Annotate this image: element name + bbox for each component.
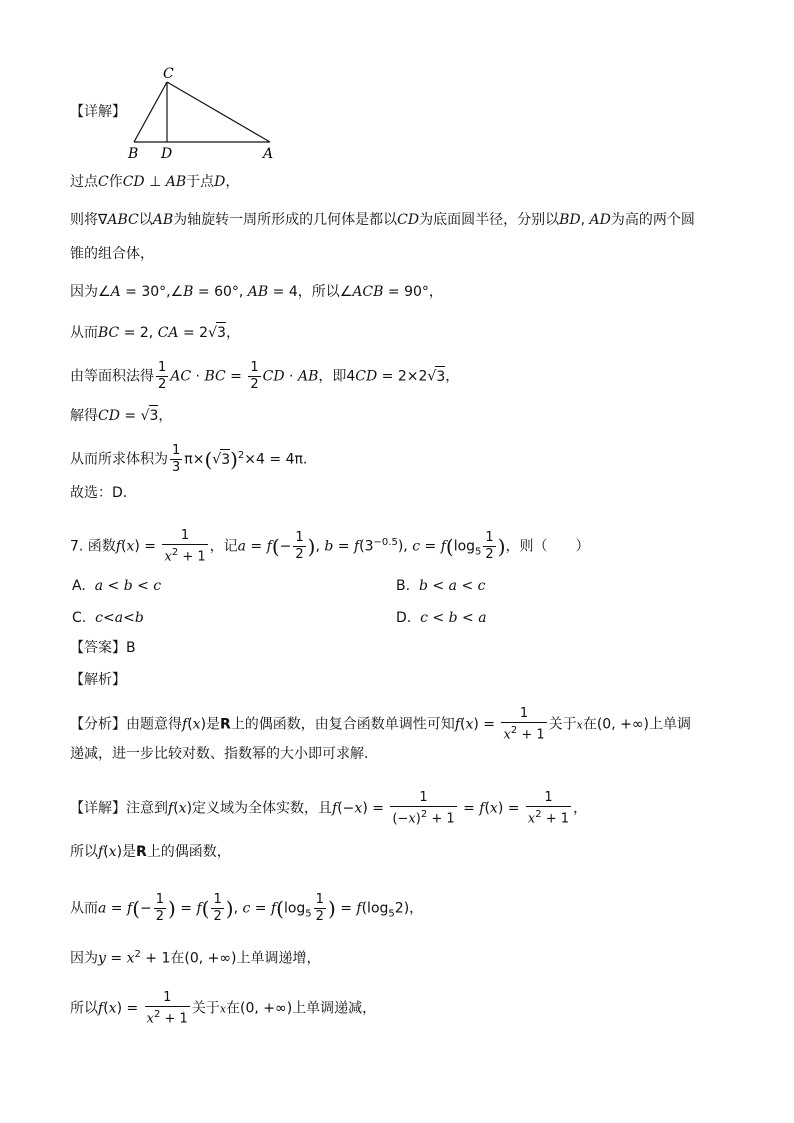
analysis-line-3: 【详解】注意到f(x)定义域为全体实数，且f(−x) = $\frac{1}{(-x)^2 + 1}$ = f(x) = $\frac{1}{x^2 + 1}$ ，	[70, 790, 588, 827]
vertex-label-a: A	[263, 146, 274, 162]
solution-line-8: 从而所求体积为 $\frac{1}{3}$ $\pi\times(√3)^2\times 4 = 4\pi$.	[70, 443, 308, 475]
option-c: C. c<a<b	[72, 610, 144, 626]
analysis-line-4: 所以f(x)是R上的偶函数，	[70, 844, 231, 860]
analysis-line-7: 所以f(x) = $\frac{1}{x^2 + 1}$ 关于x在(0, +∞)上单调递减，	[70, 990, 377, 1027]
detail-tag: 【详解】	[70, 104, 126, 120]
solution-line-1: 过点C作CD ⊥ AB于点D，	[70, 174, 240, 190]
option-d: D. c < b < a	[396, 610, 487, 626]
question-7: 7. 函数f(x) = $\frac{1}{x^2 + 1}$ ，记a = f(− $\frac{1}{2}$ ), $b = f(3^{-0.5})$, $c = f(\log_5$ $\frac{1}{2}$ )，则（ ）	[70, 528, 590, 565]
solution-line-5: 从而BC = 2, CA = 2√3，	[70, 322, 240, 343]
option-b: B. b < a < c	[396, 578, 486, 594]
analysis-line-2: 递减，进一步比较对数、指数幂的大小即可求解.	[70, 746, 369, 762]
solution-line-9: 故选：D.	[70, 485, 128, 501]
vertex-label-d: D	[161, 146, 173, 162]
solution-line-2: 则将∇ABC以AB为轴旋转一周所形成的几何体是都以CD为底面圆半径，分别以BD, AD为高的两个圆	[70, 212, 695, 228]
analysis-tag: 【解析】	[70, 672, 126, 688]
vertex-label-b: B	[128, 146, 139, 162]
analysis-line-1: 【分析】由题意得f(x)是R上的偶函数，由复合函数单调性可知f(x) = $\frac{1}{x^2 + 1}$ 关于x在(0, +∞)上单调	[70, 706, 691, 743]
analysis-line-6: 因为$y = x^2 + 1$在(0, +∞)上单调递增，	[70, 949, 321, 967]
solution-line-3: 锥的组合体，	[70, 246, 154, 262]
vertex-label-c: C	[163, 66, 174, 82]
triangle-figure	[120, 62, 290, 162]
answer-line: 【答案】B	[70, 640, 136, 656]
solution-line-6: 由等面积法得 $\frac{1}{2}$ AC · BC = $\frac{1}{2}$ CD · AB，即4CD = 2×2√3，	[70, 360, 460, 392]
solution-line-4: 因为∠A = 30°,∠B = 60°, AB = 4，所以∠ACB = 90°，	[70, 284, 443, 300]
analysis-line-5: 从而a = f(− $\frac{1}{2}$ ) = f( $\frac{1}{2}$ ), $c = f(\log_5$ $\frac{1}{2}$ ) = $f(\log_52)$，	[70, 892, 424, 924]
option-a: A. a < b < c	[72, 578, 162, 594]
solution-line-7: 解得CD = √3，	[70, 405, 172, 426]
